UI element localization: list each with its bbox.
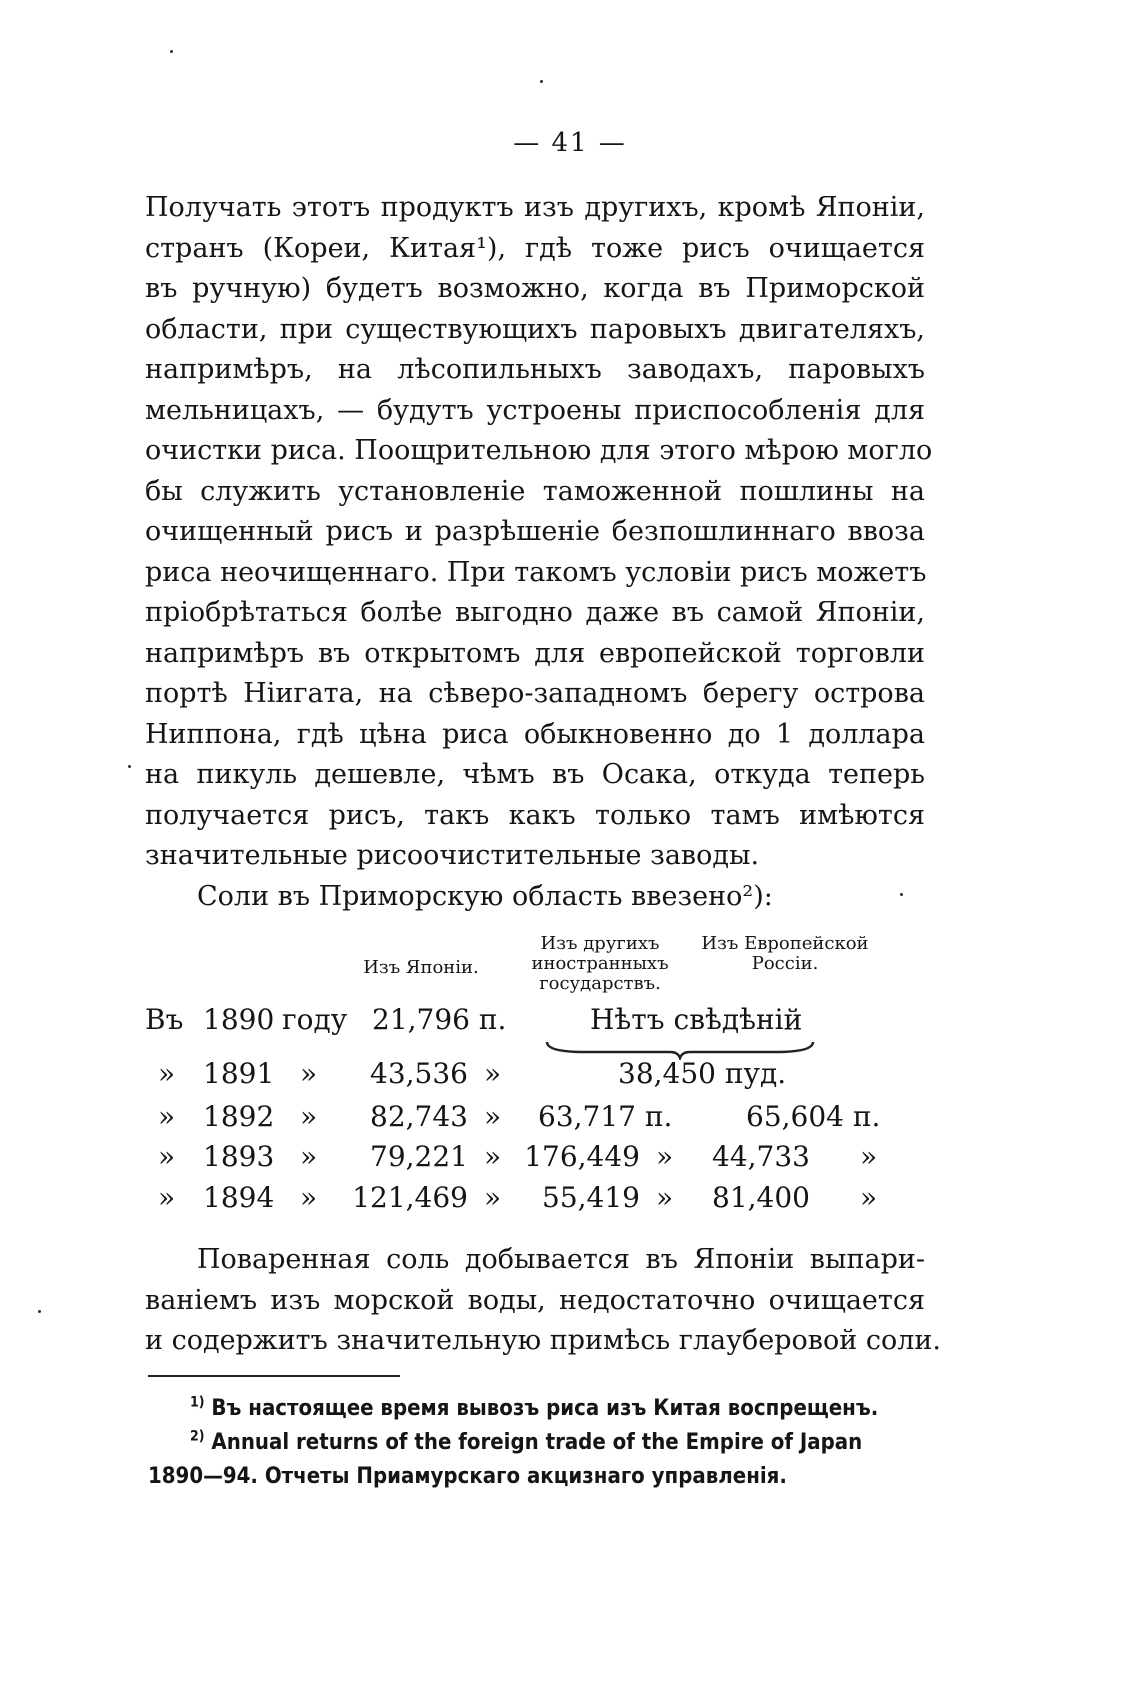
value-mark: » [484, 1140, 502, 1173]
value-japan: 43,536 [370, 1057, 468, 1090]
speck-decoration [540, 80, 543, 83]
footnote-text: Annual returns of the foreign trade of the Empire of Japan [211, 1430, 863, 1455]
paragraph-rice [145, 188, 933, 917]
row-year: 1891 [203, 1057, 275, 1090]
text-line: странъ (Кореи, Китая¹), гдѣ тоже рисъ очищается [145, 232, 925, 264]
text-line: пріобрѣтаться болѣе выгодно даже въ самой Японіи, [145, 597, 925, 628]
value-mark: » [484, 1181, 502, 1214]
value-merged: 38,450 пуд. [618, 1057, 787, 1090]
text-line: мельницахъ, — будутъ устроены приспособленія для [145, 394, 925, 426]
speck-decoration [170, 50, 173, 53]
text-line: значительные рисоочистительные заводы. [145, 840, 760, 871]
value-mark: » [860, 1181, 878, 1214]
text-line: ваніемъ изъ морской воды, недостаточно очищается [145, 1284, 925, 1316]
value-russia: 65,604 п. [746, 1100, 881, 1133]
text-line: портѣ Ніигата, на сѣверо-западномъ берегу острова [145, 678, 925, 709]
row-suffix: » [300, 1181, 318, 1214]
value-japan: 21,796 п. [372, 1003, 507, 1036]
value-japan: 82,743 [370, 1100, 468, 1133]
text-line: области, при существующихъ паровыхъ двигателяхъ, [145, 313, 925, 345]
footnote-mark: 2) [190, 1428, 205, 1445]
text-line: напримѣръ, на лѣсопильныхъ заводахъ, паровыхъ [145, 354, 925, 385]
value-russia: 44,733 [712, 1140, 810, 1173]
value-russia: 81,400 [712, 1181, 810, 1214]
text-line: и содержитъ значительную примѣсь глауберовой соли. [145, 1325, 941, 1356]
header-russia: Изъ Европейской Россіи. [701, 933, 869, 974]
value-japan: 121,469 [352, 1181, 468, 1214]
value-other: 63,717 п. [538, 1100, 673, 1133]
text-line: получается рисъ, такъ какъ только тамъ имѣются [145, 799, 925, 831]
footnote-1 [148, 1392, 938, 1426]
row-suffix: » [300, 1140, 318, 1173]
text-line: Получать этотъ продуктъ изъ другихъ, кромѣ Японіи, [145, 192, 925, 223]
row-year: 1893 [203, 1140, 275, 1173]
row-year: 1890 [203, 1003, 275, 1036]
text-line: въ ручную) будетъ возможно, когда въ Приморской [145, 273, 925, 304]
footnote-2-cont [148, 1460, 938, 1494]
text-line: бы служить установленіе таможенной пошлины на [145, 475, 925, 507]
footnote-2 [148, 1426, 938, 1460]
value-mark: » [656, 1140, 674, 1173]
header-japan: Изъ Японіи. [363, 957, 479, 978]
row-suffix: » [300, 1057, 318, 1090]
text-line: очищенный рисъ и разрѣшеніе безпошлиннаго ввоза [145, 516, 925, 547]
value-japan: 79,221 [370, 1140, 468, 1173]
footnote-mark: 1) [190, 1394, 205, 1411]
text-line: на пикуль дешевле, чѣмъ въ Осака, откуда теперь [145, 759, 925, 790]
value-merged: Нѣтъ свѣдѣній [590, 1003, 803, 1036]
footnote-divider [148, 1375, 400, 1377]
footnote-text: 1890—94. Отчеты Приамурскаго акцизнаго управленія. [148, 1464, 787, 1489]
row-prefix: » [158, 1140, 176, 1173]
value-other: 55,419 [542, 1181, 640, 1214]
text-line: риса неочищеннаго. При такомъ условіи рисъ можетъ [145, 556, 927, 588]
row-prefix: » [158, 1057, 176, 1090]
value-mark: » [860, 1140, 878, 1173]
header-other: Изъ другихъ иностранныхъ государствъ. [531, 933, 669, 994]
text-line: напримѣръ въ открытомъ для европейской торговли [145, 637, 925, 669]
row-year: 1894 [203, 1181, 275, 1214]
value-mark: » [484, 1100, 502, 1133]
speck-decoration [128, 765, 131, 768]
row-prefix: Въ [145, 1003, 184, 1036]
page-number: — 41 — [513, 128, 627, 158]
row-prefix: » [158, 1181, 176, 1214]
paragraph-salt [145, 1240, 941, 1362]
table-intro: Соли въ Приморскую область ввезено²): [197, 880, 773, 912]
text-line: Поваренная соль добывается въ Японіи выпари- [197, 1244, 925, 1275]
footnote-text: Въ настоящее время вывозъ риса изъ Китая воспрещенъ. [211, 1396, 879, 1421]
footnotes [148, 1392, 938, 1494]
speck-decoration [900, 893, 903, 896]
speck-decoration [38, 1310, 41, 1313]
row-suffix: » [300, 1100, 318, 1133]
row-suffix: году [282, 1003, 348, 1036]
value-mark: » [656, 1181, 674, 1214]
value-other: 176,449 [524, 1140, 640, 1173]
row-prefix: » [158, 1100, 176, 1133]
text-line: Ниппона, гдѣ цѣна риса обыкновенно до 1 доллара [145, 718, 925, 750]
value-mark: » [484, 1057, 502, 1090]
row-year: 1892 [203, 1100, 275, 1133]
text-line: очистки риса. Поощрительною для этого мѣрою могло [145, 435, 933, 466]
